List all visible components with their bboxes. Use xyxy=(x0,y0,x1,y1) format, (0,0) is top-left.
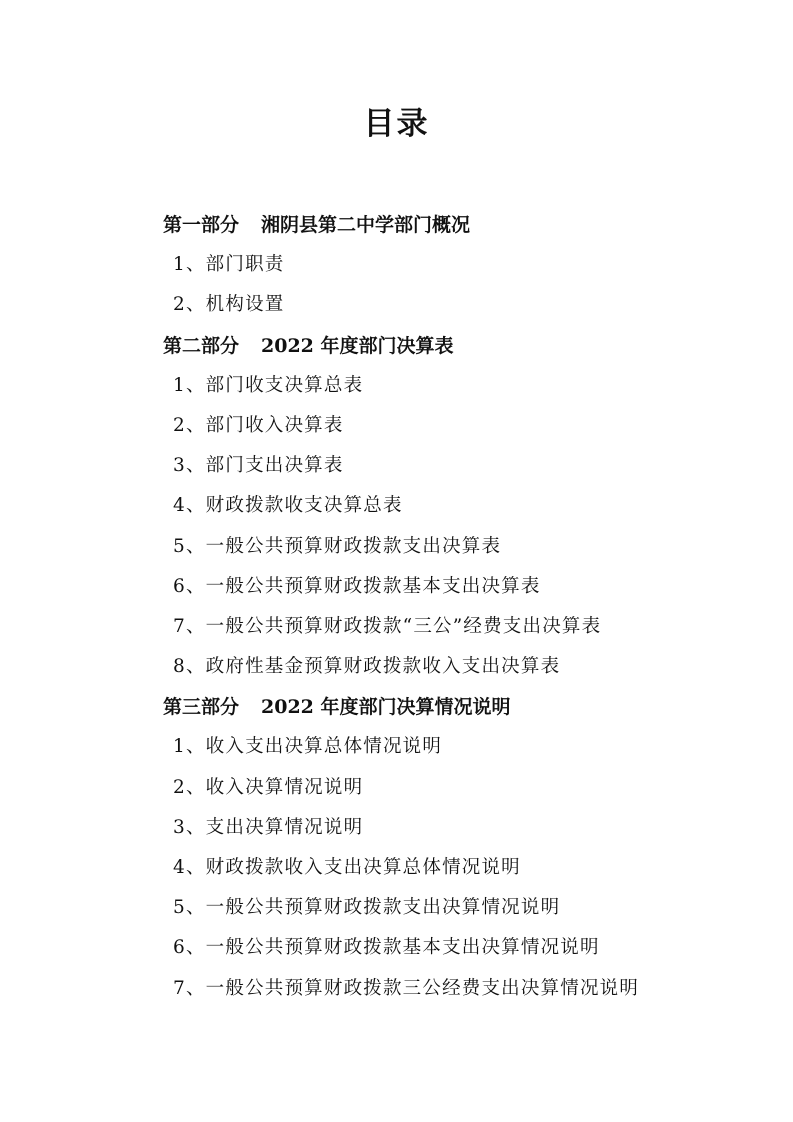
section-heading xyxy=(163,687,723,727)
toc-item-text: 一般公共预算财政拨款三公经费支出决算情况说明 xyxy=(205,977,640,999)
toc-item-list xyxy=(163,366,723,688)
toc-item xyxy=(163,808,723,848)
toc-item xyxy=(163,285,723,325)
toc-item-number: 4、 xyxy=(173,857,206,878)
table-of-contents xyxy=(163,205,723,1009)
toc-item xyxy=(163,245,723,285)
toc-item xyxy=(163,888,723,928)
toc-item-number: 2、 xyxy=(173,294,206,316)
toc-item xyxy=(163,727,723,767)
toc-item-text: 收入决算情况说明 xyxy=(205,776,364,798)
page-title: 目录 xyxy=(363,106,430,142)
toc-item xyxy=(163,607,723,647)
toc-item xyxy=(163,567,723,607)
toc-item-text: 政府性基金预算财政拨款收入支出决算表 xyxy=(205,656,561,678)
toc-item xyxy=(163,366,723,406)
section-part-label: 第二部分 xyxy=(163,334,240,357)
toc-item xyxy=(163,446,723,486)
toc-item-text: 部门职责 xyxy=(205,254,285,276)
toc-item xyxy=(163,527,723,567)
toc-item-number: 1、 xyxy=(173,736,206,758)
toc-item-text: 一般公共预算财政拨款基本支出决算表 xyxy=(205,575,541,597)
toc-item-text: 收入支出决算总体情况说明 xyxy=(205,736,443,758)
toc-item-number: 7、 xyxy=(173,615,206,637)
section-part-label: 第一部分 xyxy=(163,214,240,236)
toc-section-part-1 xyxy=(163,205,723,326)
section-title: 湘阴县第二中学部门概况 xyxy=(261,214,471,236)
toc-item-number: 3、 xyxy=(173,816,206,838)
toc-item-text: 财政拨款收入支出决算总体情况说明 xyxy=(205,857,521,878)
section-heading xyxy=(163,205,723,245)
toc-item-number: 2、 xyxy=(173,414,206,436)
toc-item xyxy=(163,486,723,526)
toc-item xyxy=(163,848,723,888)
toc-item-text: 支出决算情况说明 xyxy=(205,816,364,838)
toc-item-number: 7、 xyxy=(173,977,206,999)
toc-item-number: 2、 xyxy=(173,776,206,798)
toc-item-text: 财政拨款收支决算总表 xyxy=(205,495,403,517)
toc-item-number: 5、 xyxy=(173,897,206,919)
toc-item xyxy=(163,768,723,808)
toc-item-number: 6、 xyxy=(173,937,206,959)
section-title: 2022 年度部门决算情况说明 xyxy=(261,696,511,719)
toc-item-number: 1、 xyxy=(173,374,206,396)
toc-item-text: 一般公共预算财政拨款支出决算表 xyxy=(205,535,502,557)
toc-item-number: 6、 xyxy=(173,575,206,597)
toc-item-text: 部门收入决算表 xyxy=(205,414,344,436)
toc-item-text: 一般公共预算财政拨款支出决算情况说明 xyxy=(205,897,561,919)
toc-item-number: 5、 xyxy=(173,535,206,557)
section-part-label: 第三部分 xyxy=(163,696,240,719)
toc-item-text: 机构设置 xyxy=(205,294,285,316)
toc-item-number: 4、 xyxy=(173,495,206,517)
section-title: 2022 年度部门决算表 xyxy=(261,334,454,357)
toc-item xyxy=(163,928,723,968)
toc-item-number: 3、 xyxy=(173,455,206,477)
toc-section-part-3 xyxy=(163,687,723,1009)
toc-item-number: 1、 xyxy=(173,254,206,276)
toc-item xyxy=(163,969,723,1009)
section-heading xyxy=(163,326,723,366)
toc-item-text: 部门收支决算总表 xyxy=(205,374,364,396)
toc-item xyxy=(163,647,723,687)
toc-item-list xyxy=(163,245,723,325)
toc-item-list xyxy=(163,727,723,1008)
toc-item-text: 一般公共预算财政拨款基本支出决算情况说明 xyxy=(205,937,600,959)
toc-section-part-2 xyxy=(163,326,723,688)
toc-item xyxy=(163,406,723,446)
toc-item-text: 一般公共预算财政拨款“三公”经费支出决算表 xyxy=(205,615,602,637)
toc-item-text: 部门支出决算表 xyxy=(205,455,344,477)
toc-item-number: 8、 xyxy=(173,656,206,678)
